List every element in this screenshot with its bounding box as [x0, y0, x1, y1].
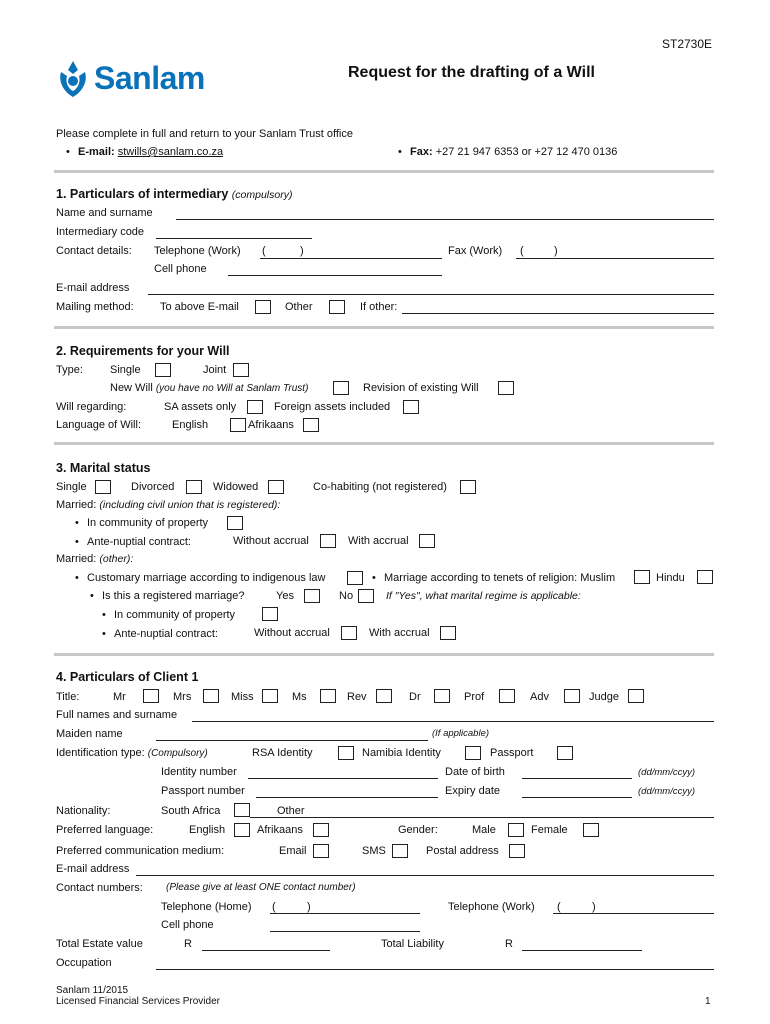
title-adv-checkbox[interactable] [564, 689, 580, 703]
estate-currency: R [184, 938, 192, 950]
language-label: Language of Will: [56, 419, 141, 431]
community-checkbox[interactable] [227, 516, 243, 530]
title-mrs-checkbox[interactable] [203, 689, 219, 703]
type-label: Type: [56, 364, 83, 376]
nationality-label: Nationality: [56, 805, 111, 817]
section-1-note: (compulsory) [231, 189, 293, 201]
identity-number-field[interactable] [248, 778, 438, 779]
separator [54, 326, 714, 329]
occupation-field[interactable] [156, 969, 714, 970]
customary-checkbox[interactable] [347, 571, 363, 585]
rsa-id-checkbox[interactable] [338, 746, 354, 760]
footer-line-2: Licensed Financial Services Provider [56, 996, 220, 1007]
title-judge-label: Judge [589, 691, 619, 703]
separator [54, 170, 714, 173]
to-above-checkbox[interactable] [255, 300, 271, 314]
tel-home-paren-open: ( [272, 901, 276, 913]
nationality-other-field[interactable] [250, 817, 714, 818]
dob-field[interactable] [522, 778, 632, 779]
community-label: • In community of property [87, 517, 208, 529]
tel-home-field[interactable] [270, 913, 420, 914]
client-tel-work-paren-open: ( [557, 901, 561, 913]
sanlam-shield-icon [56, 60, 90, 98]
namibia-id-checkbox[interactable] [465, 746, 481, 760]
with-accrual2-checkbox[interactable] [440, 626, 456, 640]
passport-number-field[interactable] [256, 797, 438, 798]
expiry-label: Expiry date [445, 785, 501, 797]
married-text: Married: [56, 499, 97, 511]
with-accrual-label: With accrual [348, 535, 409, 547]
email-contact [78, 146, 223, 158]
female-label: Female [531, 824, 568, 836]
title-mr-checkbox[interactable] [143, 689, 159, 703]
cell-field[interactable] [228, 275, 442, 276]
contact-numbers-label: Contact numbers: [56, 882, 143, 894]
tel-paren-open: ( [262, 245, 266, 257]
page-number: 1 [705, 996, 711, 1007]
nationality-other-label: Other [277, 805, 305, 817]
section-4-heading: 4. Particulars of Client 1 [56, 670, 199, 684]
joint-checkbox[interactable] [233, 363, 249, 377]
client-tel-work-paren-close: ) [592, 901, 596, 913]
intermediary-code-label: Intermediary code [56, 226, 145, 238]
new-will-checkbox[interactable] [333, 381, 349, 395]
married-other-note: (other): [99, 553, 134, 565]
pref-afrikaans-checkbox[interactable] [313, 823, 329, 837]
form-code: ST2730E [662, 37, 713, 51]
regime-note: If "Yes", what marital regime is applicable: [386, 590, 581, 602]
tel-work-label: Telephone (Work) [154, 245, 241, 257]
male-label: Male [472, 824, 496, 836]
married-other-label [56, 553, 133, 565]
foreign-assets-checkbox[interactable] [403, 400, 419, 414]
sanlam-logo [56, 60, 236, 100]
tel-home-paren-close: ) [307, 901, 311, 913]
full-names-label: Full names and surname [56, 709, 178, 721]
contact-details-label: Contact details: [56, 245, 132, 257]
hindu-label: Hindu [656, 572, 685, 584]
email-address-label: E-mail address [56, 282, 130, 294]
pref-afrikaans-label: Afrikaans [257, 824, 303, 836]
title-ms-label: Ms [292, 691, 307, 703]
liability-label: Total Liability [381, 938, 444, 950]
fax-label: Fax: [410, 146, 433, 158]
fax-value: +27 21 947 6353 or +27 12 470 0136 [435, 146, 618, 158]
revision-checkbox[interactable] [498, 381, 514, 395]
mailing-method-label: Mailing method: [56, 301, 134, 313]
single-status-label: Single [56, 481, 87, 493]
title-ms-checkbox[interactable] [320, 689, 336, 703]
email-link[interactable]: stwills@sanlam.co.za [117, 146, 224, 158]
title-rev-label: Rev [347, 691, 367, 703]
without-accrual2-label: Without accrual [254, 627, 330, 639]
new-will-text: New Will [110, 382, 153, 394]
no-checkbox[interactable] [358, 589, 374, 603]
passport-checkbox[interactable] [557, 746, 573, 760]
title-miss-label: Miss [231, 691, 254, 703]
married-other-text: Married: [56, 553, 97, 565]
client-cell-field[interactable] [270, 931, 420, 932]
comm-postal-checkbox[interactable] [509, 844, 525, 858]
intro-text: Please complete in full and return to your Sanlam Trust office [56, 128, 353, 140]
pref-lang-label: Preferred language: [56, 824, 154, 836]
title-miss-checkbox[interactable] [262, 689, 278, 703]
married-label [56, 499, 280, 511]
if-other-label: If other: [360, 301, 398, 313]
with-accrual2-label: With accrual [369, 627, 430, 639]
client-cell-label: Cell phone [161, 919, 214, 931]
expiry-format: (dd/mm/ccyy) [638, 786, 695, 797]
tel-paren-close: ) [300, 245, 304, 257]
registered-question: • Is this a registered marriage? [102, 590, 244, 602]
client-tel-work-label: Telephone (Work) [448, 901, 535, 913]
tel-home-label: Telephone (Home) [161, 901, 252, 913]
afrikaans-checkbox[interactable] [303, 418, 319, 432]
fax-contact [410, 146, 617, 158]
title-rev-checkbox[interactable] [376, 689, 392, 703]
divorced-label: Divorced [131, 481, 175, 493]
passport-number-label: Passport number [161, 785, 245, 797]
maiden-name-field[interactable] [156, 740, 428, 741]
estate-field[interactable] [202, 950, 330, 951]
full-names-field[interactable] [192, 721, 714, 722]
with-accrual-checkbox[interactable] [419, 534, 435, 548]
title-mrs-label: Mrs [173, 691, 192, 703]
yes-checkbox[interactable] [304, 589, 320, 603]
title-prof-label: Prof [464, 691, 485, 703]
occupation-label: Occupation [56, 957, 112, 969]
client-tel-work-field[interactable] [553, 913, 714, 914]
without-accrual-checkbox[interactable] [320, 534, 336, 548]
pref-english-label: English [189, 824, 226, 836]
male-checkbox[interactable] [508, 823, 524, 837]
south-africa-checkbox[interactable] [234, 803, 250, 817]
title-prof-checkbox[interactable] [499, 689, 515, 703]
if-other-field[interactable] [402, 313, 714, 314]
brand-name: Sanlam [94, 60, 205, 96]
expiry-field[interactable] [522, 797, 632, 798]
widowed-checkbox[interactable] [268, 480, 284, 494]
contact-numbers-note: (Please give at least ONE contact number) [166, 882, 356, 893]
comm-email-label: Email [279, 845, 307, 857]
married-note: (including civil union that is registered): [99, 499, 281, 511]
rsa-id-label: RSA Identity [252, 747, 313, 759]
separator [54, 653, 714, 656]
cohabiting-label: Co-habiting (not registered) [313, 481, 447, 493]
sa-assets-label: SA assets only [164, 401, 237, 413]
id-type-label [56, 747, 208, 759]
separator [54, 442, 714, 445]
female-checkbox[interactable] [583, 823, 599, 837]
other-label: Other [285, 301, 313, 313]
name-field[interactable] [176, 219, 714, 220]
community2-checkbox[interactable] [262, 607, 278, 621]
fax-paren-close: ) [554, 245, 558, 257]
maiden-name-label: Maiden name [56, 728, 123, 740]
title-mr-label: Mr [113, 691, 126, 703]
without-accrual-label: Without accrual [233, 535, 309, 547]
single-status-checkbox[interactable] [95, 480, 111, 494]
section-2-heading: 2. Requirements for your Will [56, 344, 230, 358]
client-email-label: E-mail address [56, 863, 130, 875]
fax-work-label: Fax (Work) [448, 245, 503, 257]
name-label: Name and surname [56, 207, 153, 219]
section-1-title: 1. Particulars of intermediary [56, 187, 229, 201]
customary-label: • Customary marriage according to indigenous law [87, 572, 325, 584]
widowed-label: Widowed [213, 481, 259, 493]
comm-sms-checkbox[interactable] [392, 844, 408, 858]
passport-label: Passport [490, 747, 534, 759]
title-judge-checkbox[interactable] [628, 689, 644, 703]
id-type-text: Identification type: [56, 747, 145, 759]
namibia-id-label: Namibia Identity [362, 747, 441, 759]
email-address-field[interactable] [148, 294, 714, 295]
liability-field[interactable] [522, 950, 642, 951]
dob-label: Date of birth [445, 766, 505, 778]
intermediary-code-field[interactable] [156, 238, 312, 239]
english-label: English [172, 419, 209, 431]
english-checkbox[interactable] [230, 418, 246, 432]
comm-postal-label: Postal address [426, 845, 499, 857]
no-label: No [339, 590, 354, 602]
single-checkbox[interactable] [155, 363, 171, 377]
antenuptial2-label: • Ante-nuptial contract: [114, 628, 218, 640]
page-title: Request for the drafting of a Will [348, 64, 595, 81]
gender-label: Gender: [398, 824, 438, 836]
religion-label: • Marriage according to tenets of religion: Muslim [384, 572, 615, 584]
joint-label: Joint [203, 364, 227, 376]
divorced-checkbox[interactable] [186, 480, 202, 494]
email-label: E-mail: [78, 146, 115, 158]
title-dr-checkbox[interactable] [434, 689, 450, 703]
antenuptial-label: • Ante-nuptial contract: [87, 536, 191, 548]
section-3-heading: 3. Marital status [56, 461, 151, 475]
south-africa-label: South Africa [161, 805, 221, 817]
new-will-label [110, 382, 308, 394]
pref-english-checkbox[interactable] [234, 823, 250, 837]
estate-label: Total Estate value [56, 938, 143, 950]
hindu-checkbox[interactable] [697, 570, 713, 584]
comm-sms-label: SMS [362, 845, 386, 857]
title-dr-label: Dr [409, 691, 421, 703]
tel-work-field[interactable] [260, 258, 442, 259]
title-adv-label: Adv [530, 691, 549, 703]
new-will-note: (you have no Will at Sanlam Trust) [155, 383, 309, 394]
client-email-field[interactable] [136, 875, 714, 876]
title-label: Title: [56, 691, 80, 703]
foreign-assets-label: Foreign assets included [274, 401, 391, 413]
if-applicable-note: (If applicable) [432, 728, 490, 739]
fax-work-field[interactable] [516, 258, 714, 259]
to-above-label: To above E-mail [160, 301, 239, 313]
cell-label: Cell phone [154, 263, 207, 275]
pref-comm-label: Preferred communication medium: [56, 845, 225, 857]
other-checkbox[interactable] [329, 300, 345, 314]
fax-paren-open: ( [520, 245, 524, 257]
sa-assets-checkbox[interactable] [247, 400, 263, 414]
identity-number-label: Identity number [161, 766, 237, 778]
muslim-checkbox[interactable] [634, 570, 650, 584]
will-regarding-label: Will regarding: [56, 401, 127, 413]
id-type-note: (Compulsory) [147, 748, 208, 759]
without-accrual2-checkbox[interactable] [341, 626, 357, 640]
liability-currency: R [505, 938, 513, 950]
afrikaans-label: Afrikaans [248, 419, 294, 431]
yes-label: Yes [276, 590, 294, 602]
community2-label: • In community of property [114, 609, 235, 621]
revision-label: Revision of existing Will [363, 382, 479, 394]
cohabiting-checkbox[interactable] [460, 480, 476, 494]
comm-email-checkbox[interactable] [313, 844, 329, 858]
section-1-heading [56, 187, 292, 201]
footer-line-1: Sanlam 11/2015 [56, 985, 129, 996]
dob-format: (dd/mm/ccyy) [638, 767, 695, 778]
single-label: Single [110, 364, 141, 376]
